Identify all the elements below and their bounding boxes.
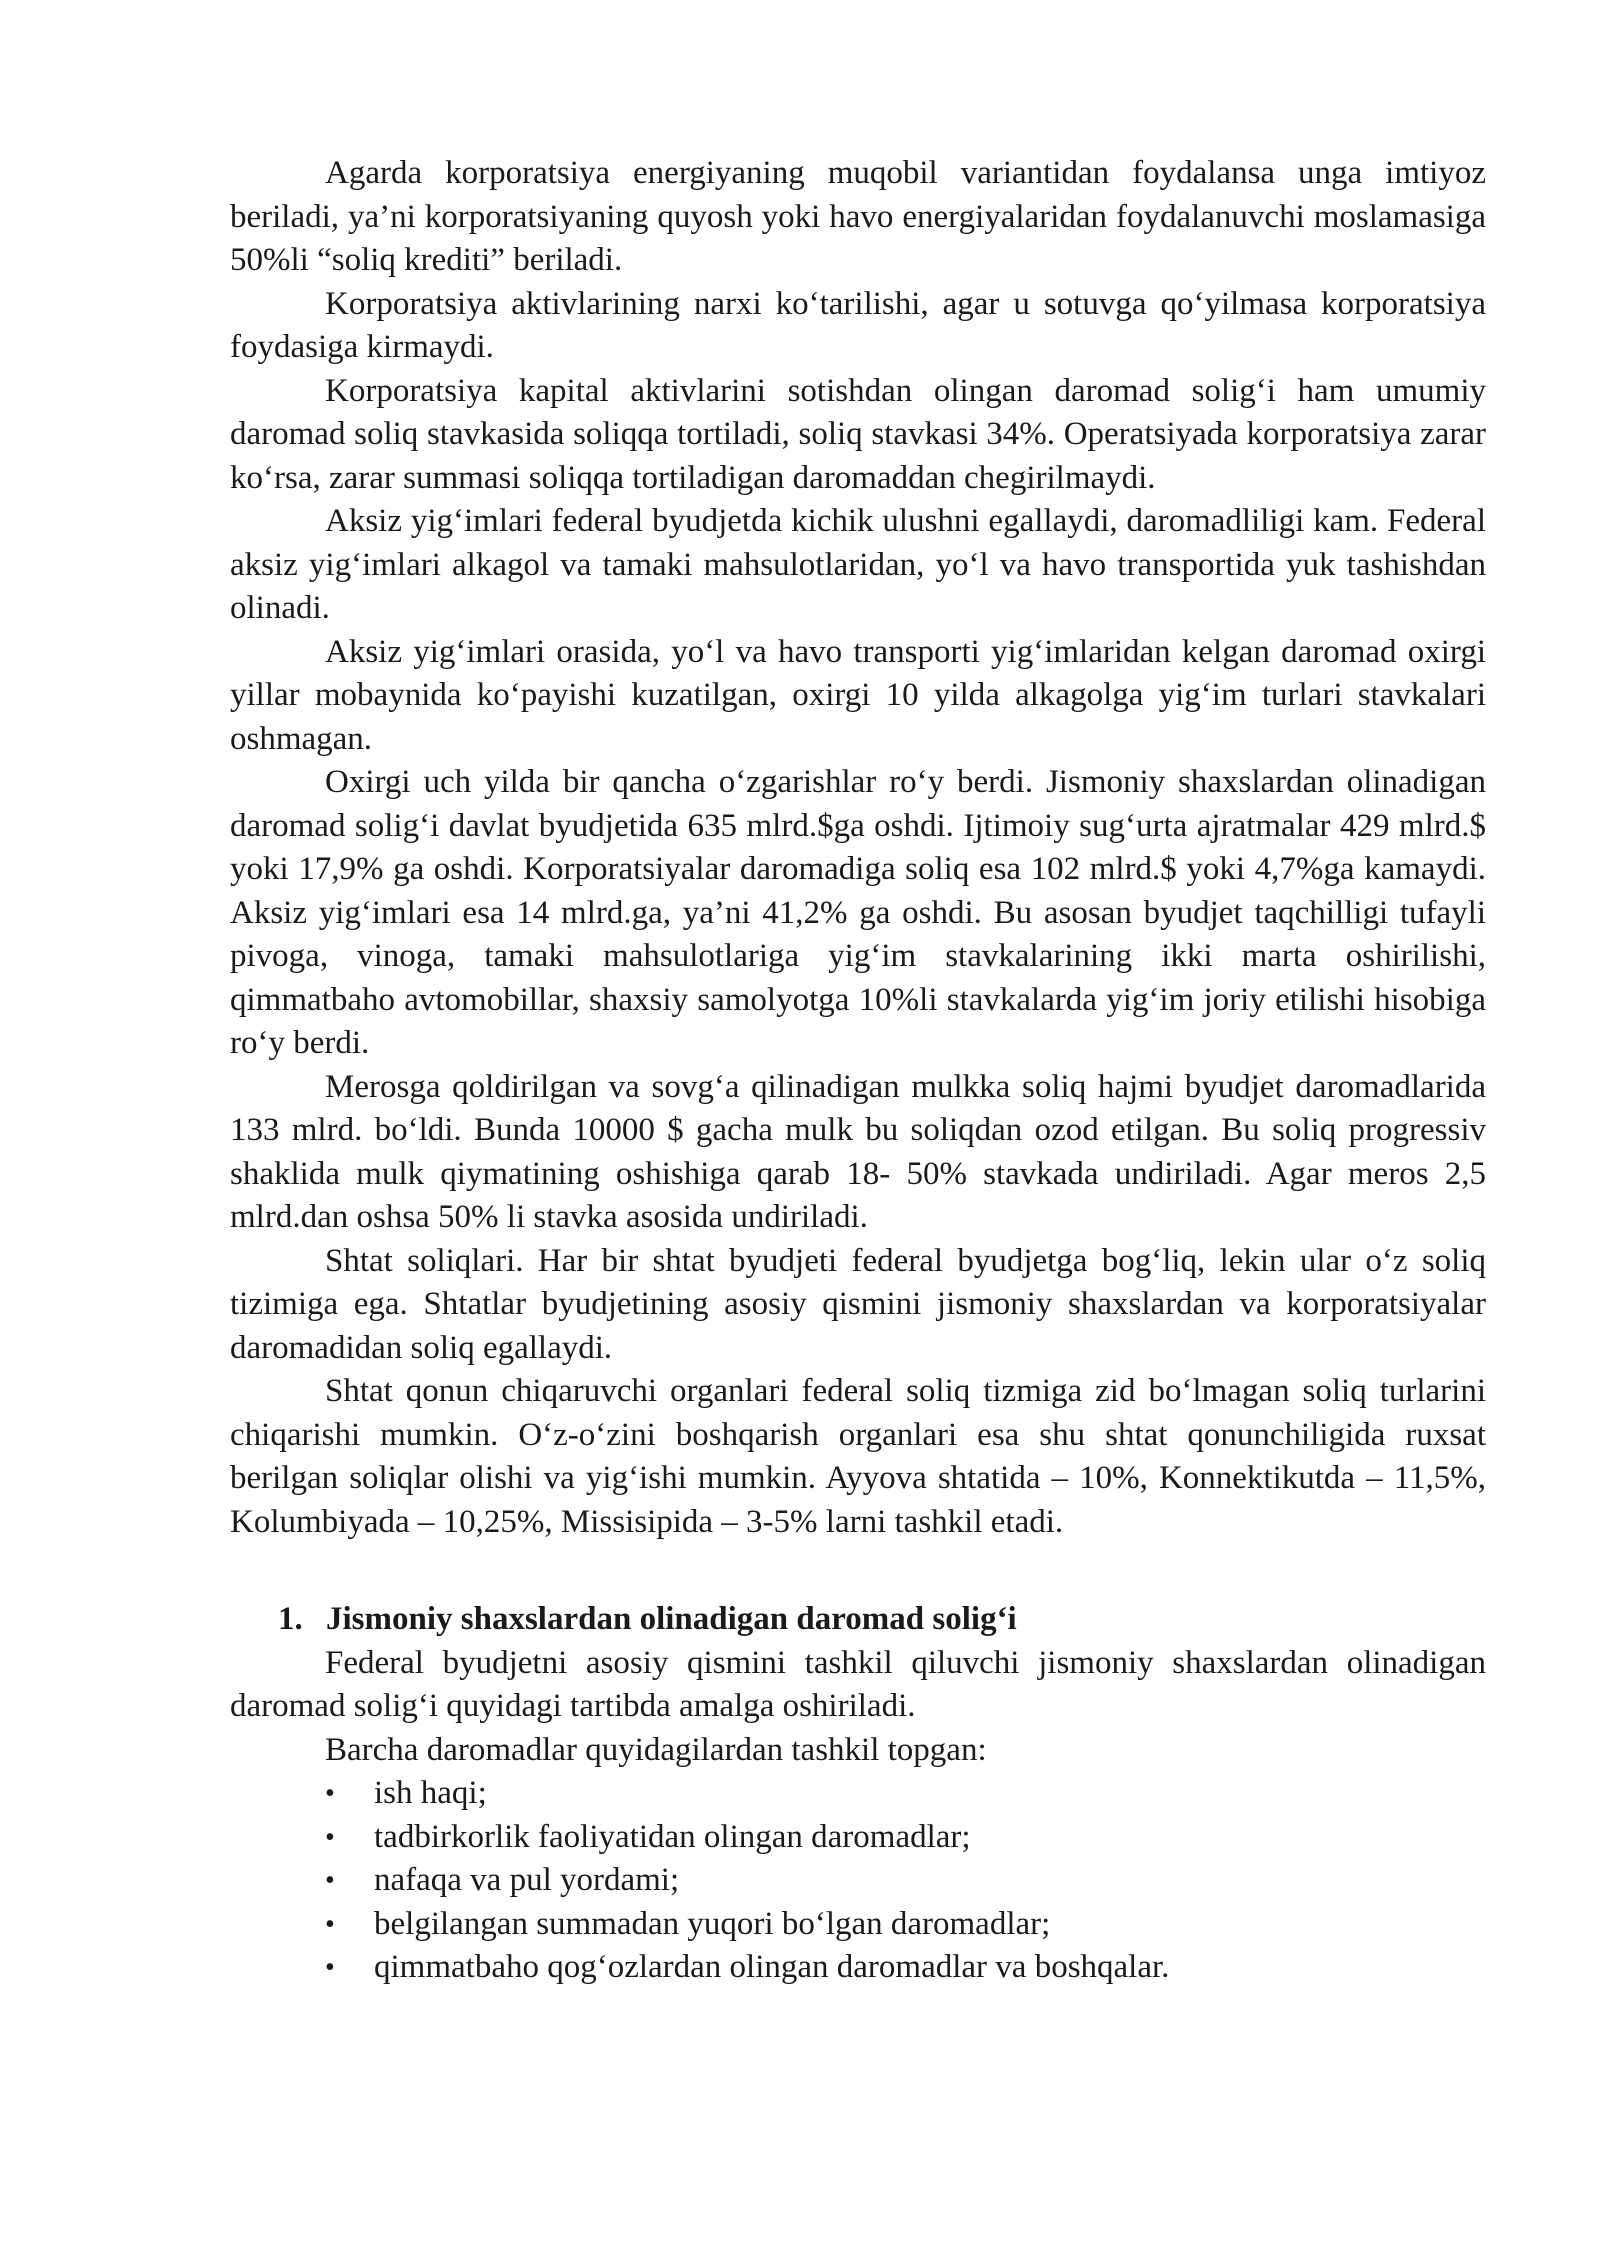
paragraph: Korporatsiya kapital aktivlarini sotishdan olingan daromad solig‘i ham umumiy daromad soliq stavkasida soliqqa tortiladi, soliq stavkasi 34%. Operatsiyada korporatsiya zarar ko‘rsa, zarar summasi soliqqa tortiladigan daromaddan chegirilmaydi. [230,372,1486,496]
paragraph: Shtat qonun chiqaruvchi organlari federal soliq tizmiga zid bo‘lmagan soliq turlarini chiqarishi mumkin. O‘z-o‘zini boshqarish organlari esa shu shtat qonunchiligida ruxsat berilgan soliqlar olishi va yig‘ishi mumkin. Ayyova shtatida – 10%, Konnektikutda – 11,5%, Kolumbiyada – 10,25%, Missisipida – 3-5% larni tashkil etadi. [230,1373,1486,1540]
list-item [230,1772,1486,1816]
bullet-icon: • [325,1778,335,1809]
section-title: Jismoniy shaxslardan olinadigan daromad solig‘i [326,1601,1017,1637]
paragraph: Aksiz yig‘imlari federal byudjetda kichik ulushni egallaydi, daromadliligi kam. Federal aksiz yig‘imlari alkagol va tamaki mahsulotlaridan, yo‘l va havo transportida yuk tashishdan olinadi. [230,503,1486,626]
list-item-text: tadbirkorlik faoliyatidan olingan daromadlar; [374,1818,971,1855]
bullet-icon: • [325,1908,335,1940]
list-item-text: ish haqi; [374,1775,487,1811]
section-heading [230,1598,1486,1642]
income-list [230,1772,1486,1990]
list-item-text: qimmatbaho qog‘ozlardan olingan daromadlar va boshqalar. [374,1949,1170,1985]
list-item-text: belgilangan summadan yuqori bo‘lgan daromadlar; [374,1905,1051,1942]
list-item [230,1903,1486,1947]
bullet-icon: • [325,1865,335,1896]
paragraph: Federal byudjetni asosiy qismini tashkil qiluvchi jismoniy shaxslardan olinadigan daromad solig‘i quyidagi tartibda amalga oshiriladi. [230,1644,1486,1724]
list-item [230,1859,1486,1903]
paragraph: Shtat soliqlari. Har bir shtat byudjeti federal byudjetga bog‘liq, lekin ular o‘z soliq tizimiga ega. Shtatlar byudjetining asosiy qismini jismoniy shaxslardan va korporatsiyalar daromadidan soliq egallaydi. [230,1242,1486,1366]
paragraph: Aksiz yig‘imlari orasida, yo‘l va havo transporti yig‘imlaridan kelgan daromad oxirgi yillar mobaynida ko‘payishi kuzatilgan, oxirgi 10 yilda alkagolga yig‘im turlari stavkalari oshmagan. [230,633,1486,757]
section-number: 1. [278,1601,303,1637]
list-item-text: nafaqa va pul yordami; [374,1862,680,1898]
bullet-icon: • [325,1821,335,1853]
list-item [230,1816,1486,1860]
list-item [230,1946,1486,1990]
paragraph: Agarda korporatsiya energiyaning muqobil variantidan foydalansa unga imtiyoz beriladi, ya’ni korporatsiyaning quyosh yoki havo energiyalaridan foydalanuvchi moslamasiga 50%li “soliq krediti” beriladi. [230,155,1486,278]
document-page [230,152,1486,1990]
bullet-icon: • [325,1952,335,1983]
paragraph: Korporatsiya aktivlarining narxi ko‘tarilishi, agar u sotuvga qo‘yilmasa korporatsiya foydasiga kirmaydi. [230,285,1486,365]
paragraph: Barcha daromadlar quyidagilardan tashkil topgan: [325,1731,987,1768]
paragraph: Oxirgi uch yilda bir qancha o‘zgarishlar ro‘y berdi. Jismoniy shaxslardan olinadigan daromad solig‘i davlat byudjetida 635 mlrd.$ga oshdi. Ijtimoiy sug‘urta ajratmalar 429 mlrd.$ yoki 17,9% ga oshdi. Korporatsiyalar daromadiga soliq esa 102 mlrd.$ yoki 4,7%ga kamaydi. Aksiz yig‘imlari esa 14 mlrd.ga, ya’ni 41,2% ga oshdi. Bu asosan byudjet taqchilligi tufayli pivoga, vinoga, tamaki mahsulotlariga yig‘im stavkalarining ikki marta oshirilishi, qimmatbaho avtomobillar, shaxsiy samolyotga 10%li stavkalarda yig‘im joriy etilishi hisobiga ro‘y berdi. [230,764,1486,1061]
paragraph: Merosga qoldirilgan va sovg‘a qilinadigan mulkka soliq hajmi byudjet daromadlarida 133 mlrd. bo‘ldi. Bunda 10000 $ gacha mulk bu soliqdan ozod etilgan. Bu soliq progressiv shaklida mulk qiymatining oshishiga qarab 18- 50% stavkada undiriladi. Agar meros 2,5 mlrd.dan oshsa 50% li stavka asosida undiriladi. [230,1068,1486,1235]
